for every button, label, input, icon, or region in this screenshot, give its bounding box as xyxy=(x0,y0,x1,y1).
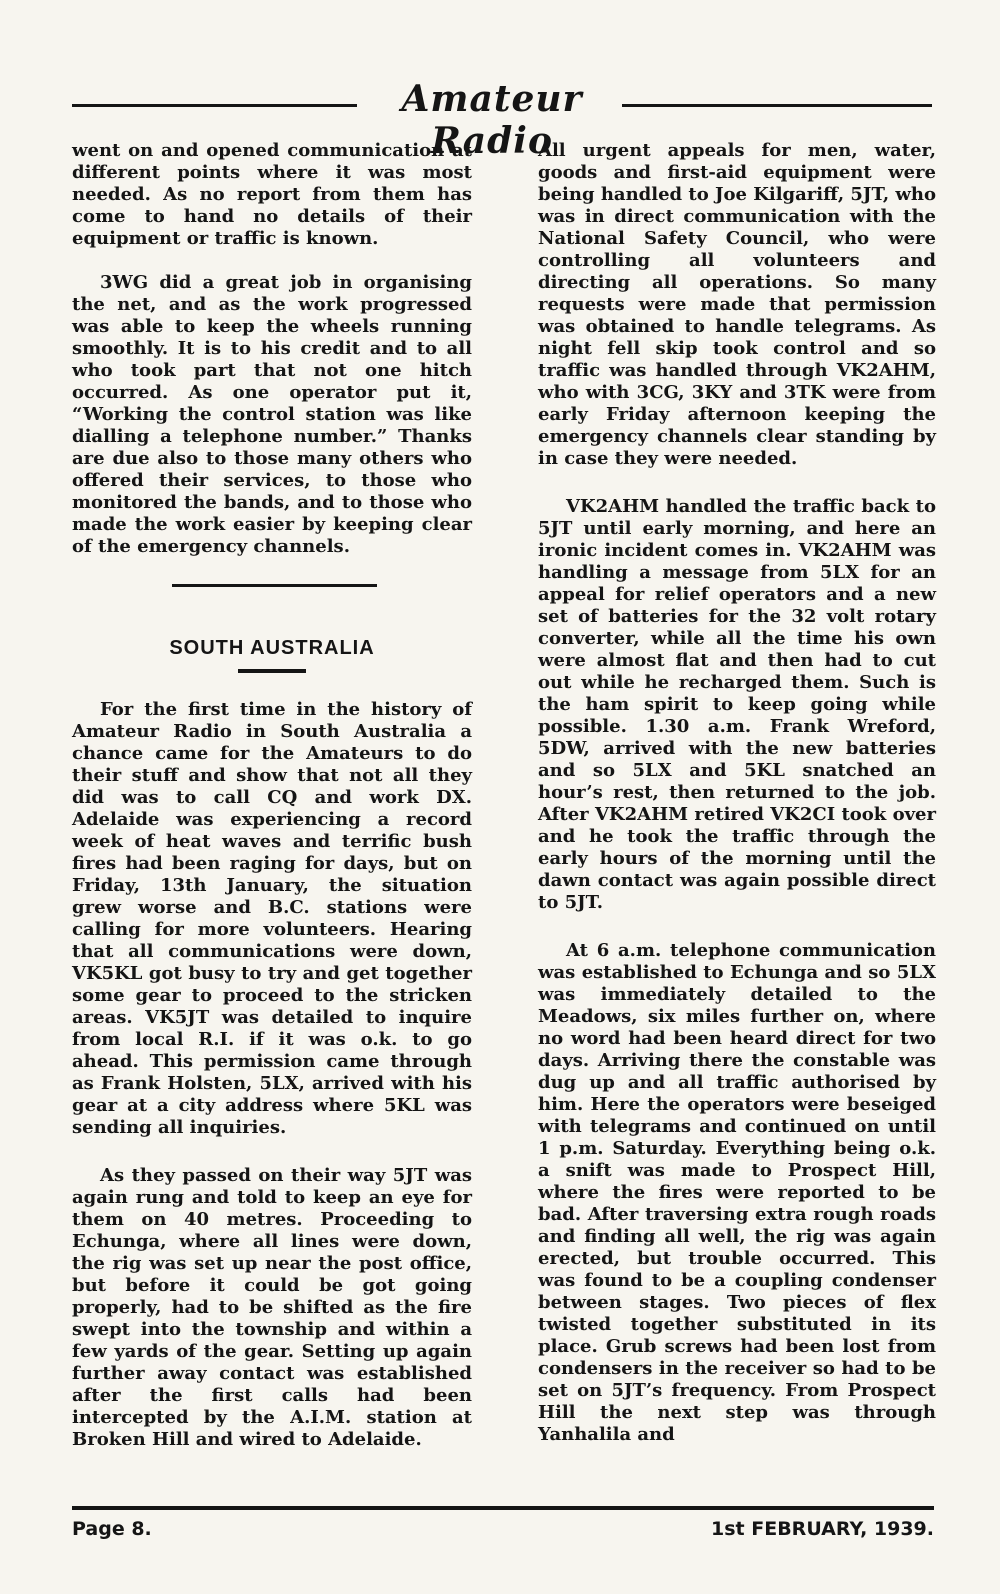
paragraph: All urgent appeals for men, water, goods and first-aid equipment were being handled to Joe Kilgariff, 5JT, who was in direct communication with the National Safety Council, who were controlling all volunteers and directing all operations. So many requests were made that permission was obtained to handle telegrams. As night fell skip took control and so traffic was handled through VK2AHM, who with 3CG, 3KY and 3TK were from early Friday afternoon keeping the emergency channels clear standing by in case they were needed. xyxy=(538,140,936,469)
paragraph: As they passed on their way 5JT was again rung and told to keep an eye for them on 40 metres. Proceeding to Echunga, where all lines were down, the rig was set up near the post office, but before it could be got going properly, had to be shifted as the fire swept into the township and within a few yards of the gear. Setting up again further away contact was established after the first calls had been intercepted by the A.I.M. station at Broken Hill and wired to Adelaide. xyxy=(72,1165,472,1450)
paragraph: went on and opened communication at different points where it was most needed. As no report from them has come to hand no details of their equipment or traffic is known. xyxy=(72,140,472,249)
paragraph: At 6 a.m. telephone communication was established to Echunga and so 5LX was immediately detailed to the Meadows, six miles further on, where no word had been heard direct for two days. Arriving there the constable was dug up and all traffic authorised by him. Here the operators were beseiged with telegrams and continued on until 1 p.m. Saturday. Everything being o.k. a snift was made to Prospect Hill, where the fires were reported to be bad. After traversing extra rough roads and finding all well, the rig was again erected, but trouble occurred. This was found to be a coupling condenser between stages. Two pieces of flex twisted together substituted in its place. Grub screws had been lost from condensers in the receiver so had to be set on 5JT’s frequency. From Prospect Hill the next step was through Yanhalila and xyxy=(538,940,936,1445)
masthead-rule-right xyxy=(622,104,932,107)
right-column xyxy=(538,140,936,1468)
masthead-title: Amateur Radio xyxy=(401,78,583,162)
left-column xyxy=(72,140,472,1473)
section-divider xyxy=(172,584,377,587)
paragraph: 3WG did a great job in organising the net, and as the work progressed was able to keep the wheels running smoothly. It is to his credit and to all who took part that not one hitch occurred. As one operator put it, “Working the control station was like dialling a telephone number.” Thanks are due also to those many others who offered their services, to those who monitored the bands, and to those who made the work easier by keeping clear of the emergency channels. xyxy=(72,272,472,557)
heading-underline xyxy=(238,669,306,673)
masthead xyxy=(72,76,932,162)
footer-rule xyxy=(72,1506,934,1510)
paragraph: VK2AHM handled the traffic back to 5JT until early morning, and here an ironic incident comes in. VK2AHM was handling a message from 5LX for an appeal for relief operators and a new set of batteries for the 32 volt rotary converter, while all the time his own were almost flat and then had to cut out while he recharged them. Such is the ham spirit to keep going while possible. 1.30 a.m. Frank Wreford, 5DW, arrived with the new batteries and so 5LX and 5KL snatched an hour’s rest, then returned to the job. After VK2AHM retired VK2CI took over and he took the traffic through the early hours of the morning until the dawn contact was again possible direct to 5JT. xyxy=(538,496,936,913)
paragraph: For the first time in the history of Amateur Radio in South Australia a chance came for the Amateurs to do their stuff and show that not all they did was to call CQ and work DX. Adelaide was experiencing a record week of heat waves and terrific bush fires had been raging for days, but on Friday, 13th January, the situation grew worse and B.C. stations were calling for more volunteers. Hearing that all communications were down, VK5KL got busy to try and get together some gear to proceed to the stricken areas. VK5JT was detailed to inquire from local R.I. if it was o.k. to go ahead. This permission came through as Frank Holsten, 5LX, arrived with his gear at a city address where 5KL was sending all inquiries. xyxy=(72,699,472,1138)
section-heading: SOUTH AUSTRALIA xyxy=(169,637,375,659)
issue-date: 1st FEBRUARY, 1939. xyxy=(711,1518,934,1540)
masthead-rule-left xyxy=(72,104,357,107)
page-number: Page 8. xyxy=(72,1518,152,1540)
